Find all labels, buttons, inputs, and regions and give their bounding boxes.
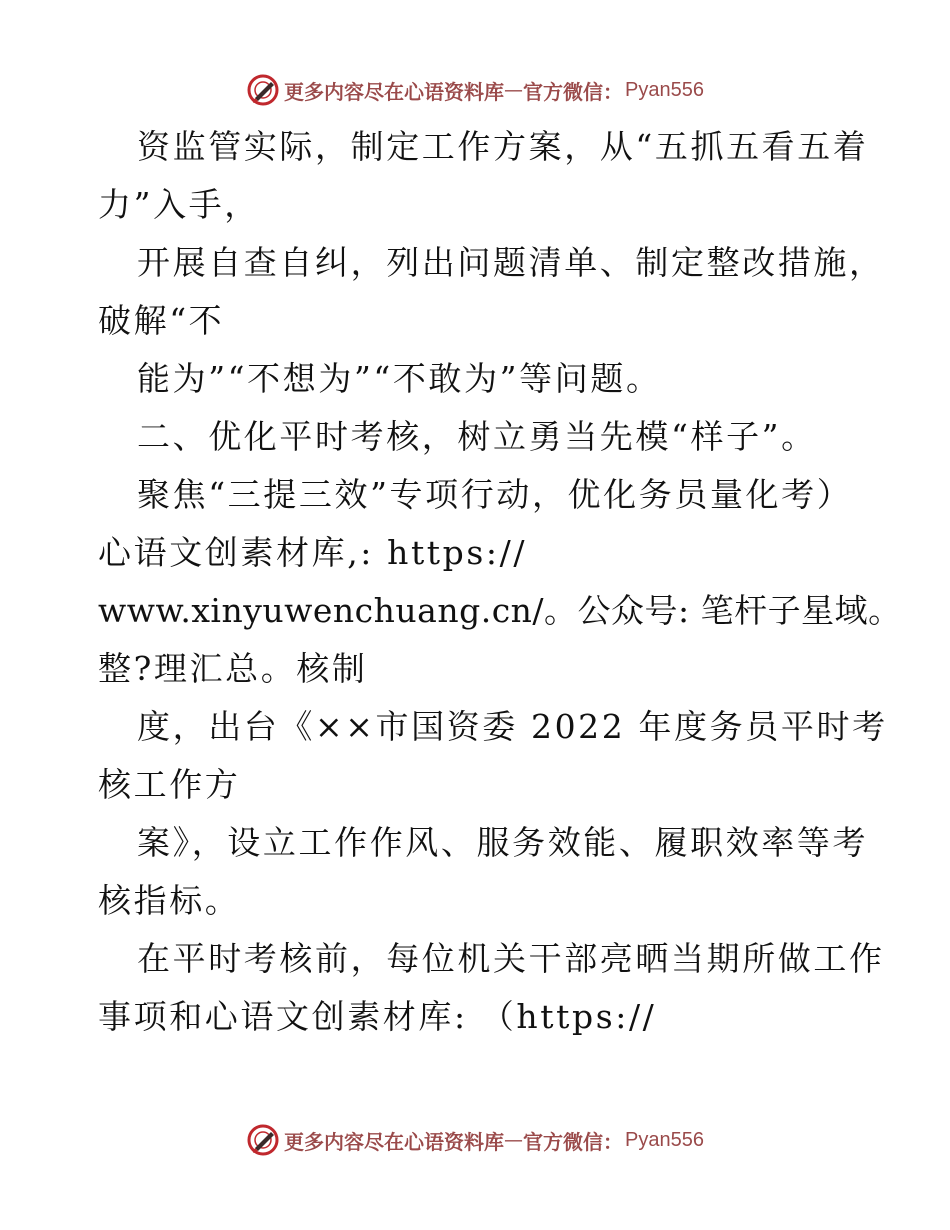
body-line: 度，出台《××市国资委 2022 年度务员平时考 bbox=[137, 707, 888, 746]
body-line: 在平时考核前，每位机关干部亮晒当期所做工作 bbox=[137, 939, 885, 978]
body-line: www.xinyuwenchuang.cn/。公众号: 笔杆子星域。 bbox=[98, 591, 902, 630]
body-line: 聚焦“三提三效”专项行动，优化务员量化考） bbox=[137, 475, 853, 514]
body-line: 核工作方 bbox=[98, 765, 241, 804]
wechat-handle: Pyan556 bbox=[625, 1128, 704, 1151]
body-line: 案》，设立工作作风、服务效能、履职效率等考 bbox=[137, 823, 869, 862]
separator: — bbox=[504, 1129, 524, 1151]
body-line: 整?理汇总。核制 bbox=[98, 649, 368, 688]
wechat-handle: Pyan556 bbox=[625, 78, 704, 101]
body-line: 事项和心语文创素材库: （https:// bbox=[98, 997, 657, 1036]
brand-text: 更多内容尽在心语资料库 bbox=[284, 1129, 505, 1154]
pen-circle-logo-icon bbox=[246, 1123, 280, 1157]
brand-text: 更多内容尽在心语资料库 bbox=[284, 79, 505, 104]
body-line: 资监管实际，制定工作方案，从“五抓五看五着 bbox=[137, 127, 869, 166]
section-heading: 二、优化平时考核，树立勇当先模“样子”。 bbox=[137, 417, 817, 456]
body-line: 心语文创素材库,: https:// bbox=[98, 533, 528, 572]
wechat-label: 官方微信： bbox=[523, 1129, 624, 1154]
body-line: 核指标。 bbox=[98, 881, 241, 920]
pen-circle-logo-icon bbox=[246, 73, 280, 107]
header-banner bbox=[0, 70, 950, 110]
body-line: 力”入手， bbox=[98, 185, 260, 224]
body-line: 能为”“不想为”“不敢为”等问题。 bbox=[137, 359, 662, 398]
body-line: 开展自查自纠，列出问题清单、制定整改措施， bbox=[137, 243, 885, 282]
separator: — bbox=[504, 79, 524, 101]
footer-banner bbox=[0, 1120, 950, 1160]
body-line: 破解“不 bbox=[98, 301, 225, 340]
document-body bbox=[98, 118, 902, 1046]
wechat-label: 官方微信： bbox=[523, 79, 624, 104]
